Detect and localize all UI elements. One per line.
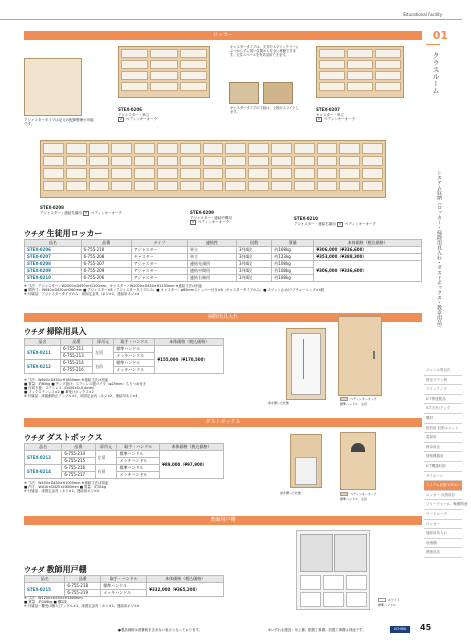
locker-cell: [225, 156, 246, 167]
label-type: アジャスター・連結右端用: [294, 221, 336, 226]
locker-cell: [89, 168, 110, 179]
locker-image-caster: [316, 46, 404, 98]
locker-cell: [347, 82, 373, 91]
locker-cell: [180, 60, 207, 69]
label-code: STEX-0206: [118, 107, 142, 112]
locker-cell: [180, 181, 201, 192]
locker-cell: [248, 168, 269, 179]
locker-cell: [157, 168, 178, 179]
brand-logo: ウチダ: [24, 230, 45, 238]
col-header: 品番: [81, 240, 131, 247]
locker-cell: [111, 156, 132, 167]
locker-base-closeup: [24, 58, 82, 116]
locker-cell: [134, 143, 155, 154]
label-color: ペディンキーオーク: [344, 221, 376, 226]
table-row: 6-755-213 メッキハンドル: [25, 353, 224, 360]
col-header: 質量: [272, 240, 314, 247]
side-nav-item[interactable]: ラインアップ: [424, 385, 462, 395]
caption-handle: 標準ハンドル: [378, 603, 397, 607]
caption-color: ペディンキーオーク: [340, 397, 377, 402]
locker-cell: [319, 60, 345, 69]
locker-cell: [66, 168, 87, 179]
color-tag: 2: [192, 219, 194, 224]
label-type: アジャスター・連結先頭用: [40, 210, 82, 215]
teacher-cabinet-image: [296, 530, 370, 610]
label-stex-0206: [118, 108, 157, 122]
locker-cell: [203, 168, 224, 179]
table-row: 6-755-216 メッキハンドル: [25, 367, 224, 374]
side-nav-item[interactable]: ICT関連製品: [424, 395, 462, 405]
chapter-rule: [426, 44, 440, 45]
locker-cell: [111, 143, 132, 154]
caption-color: ペディンキーオーク: [340, 492, 377, 497]
cleaning-cabinet-open-image: [286, 328, 326, 400]
locker-cell: [121, 49, 148, 58]
category-label: Educational Facility: [403, 12, 442, 17]
label-type: アジャスター・単立: [118, 112, 150, 117]
locker-cell: [203, 143, 224, 154]
locker-cell: [150, 49, 177, 58]
dustbox-closed-image: [340, 432, 376, 490]
teacher-spec-table: 品名 品番 取手・ハンドル 本体価格（税込価格） STEX-0215 6-755-218 標準ハンドル ¥332,000（¥365,200） 6-755-219 メッキハンドル: [24, 575, 224, 597]
label-code: STEX-0207: [316, 107, 340, 112]
locker-cell: [157, 156, 178, 167]
caption-open: 扉を開いた状態: [268, 401, 290, 405]
locker-cell: [347, 60, 373, 69]
brand-logo: ウチダ: [24, 566, 45, 574]
product-title: 生徒用ロッカー: [46, 229, 103, 238]
label-stex-0208: [40, 206, 122, 216]
note-caster: キャスタータイプは、天井やスプリンクラーにぶつからずに低い位置から安全に移動できます。天井スペースを有効活用できます。: [230, 45, 299, 57]
caption-open: 扉を開いた状態: [280, 491, 302, 495]
side-nav-item[interactable]: ICT機器収納: [424, 462, 462, 472]
locker-cell: [248, 156, 269, 167]
locker-cell: [43, 168, 64, 179]
col-header: 本体価格（税込価格）: [314, 240, 422, 247]
table-row: STEX-0209 6-755-209 アジャスター 連結中間用 3列4段 約108kg: [25, 268, 422, 275]
locker-cell: [111, 181, 132, 192]
locker-cell: [43, 181, 64, 192]
product-title-cleaning: [24, 326, 87, 337]
locker-cell: [150, 60, 177, 69]
locker-cell: [225, 168, 246, 179]
product-title: 教師用戸棚: [46, 565, 87, 574]
side-nav-item[interactable]: サイネージ: [424, 472, 462, 482]
section-header-teacher: 教師用戸棚: [24, 516, 422, 525]
product-title: ダストボックス: [46, 433, 103, 442]
label-type: アジャスター・連結中間用: [190, 215, 232, 220]
side-title: システム収納（ロッカー・掃除用具入れ・ダストボックス・教卓用品）: [436, 170, 442, 330]
locker-cell: [150, 82, 177, 91]
table-row: STEX-0208 6-755-207 アジャスター 連結先頭用 3列4段 約108kg ¥306,000（¥336,600）: [25, 261, 422, 268]
side-nav-item[interactable]: 収納棚: [424, 539, 462, 549]
locker-cell: [294, 156, 315, 167]
dustbox-open-image: [290, 434, 322, 488]
product-title-teacher: [24, 564, 87, 575]
product-title: 掃除用具入: [46, 327, 87, 336]
caption-color: ホワイト: [378, 598, 400, 603]
label-color: ペディンキーオーク: [125, 116, 158, 121]
locker-cell: [134, 181, 155, 192]
label-stex-0210: [294, 217, 376, 227]
locker-cell: [362, 156, 383, 167]
chapter-number: 01: [432, 29, 448, 42]
locker-cell: [339, 181, 360, 192]
product-title-dustbox: [24, 432, 103, 443]
side-nav-item[interactable]: 配信用 収納ユニット: [424, 424, 462, 434]
section-header-locker: ロッカー: [24, 31, 422, 40]
table-row: 6-755-219 メッキハンドル: [25, 590, 224, 597]
locker-cell: [248, 143, 269, 154]
locker-cell: [121, 60, 148, 69]
locker-cell: [203, 181, 224, 192]
locker-cell: [362, 143, 383, 154]
locker-cell: [375, 60, 401, 69]
label-stex-0207: [316, 108, 355, 122]
locker-cell: [89, 156, 110, 167]
col-header: 連結性: [188, 240, 237, 247]
note-adjuster: アジャスタータイプは足元の配線整理が可能です。: [24, 118, 94, 127]
caster-closeup-1: [229, 82, 259, 104]
color-tag: 2: [120, 116, 122, 121]
dustbox-spec-table: 品名 品番 扉吊元 取手・ハンドル 本体価格（税込価格） STEX-0213 6-755-214 左吊 標準ハンドル ¥89,000（¥97,900） 6-755-215 メッキハンドル STEX-0214 6-755-216 右吊 標準ハンドル 6-755-217 メッキハンドル: [24, 443, 224, 479]
locker-notes: ※ 寸法：アジャスター／W2000×D450×H1200mm、キャスター／W2000×D450×H1230mm ※連結寸法は別途 ■ 間内寸：W640×D420×H260mm ■ アジャスター×8（アジャスタータイプのみ）■ キャスター：φ60mmストッパー付き×6（キャスタータイプのみ）■ スツット止め/ラフチューニング×4段 ※ 付属品：アジャスタータイプのみ：床固定金具（ネジ×2、連結用ネジ×4: [24, 284, 325, 297]
locker-cell: [317, 181, 338, 192]
col-header: タイプ: [131, 240, 187, 247]
note-caster-slide: キャスタータイプの下段は、上段がスライドします。: [230, 106, 299, 114]
locker-cell: [134, 168, 155, 179]
locker-cell: [317, 143, 338, 154]
locker-cell: [271, 181, 292, 192]
table-row: 6-755-215 メッキハンドル: [25, 458, 224, 465]
locker-cell: [43, 156, 64, 167]
locker-cell: [203, 156, 224, 167]
locker-cell: [157, 143, 178, 154]
label-color: ペディンキーオーク: [90, 210, 122, 215]
side-nav-item[interactable]: 教室プラン例: [424, 376, 462, 386]
locker-cell: [294, 181, 315, 192]
locker-cell: [150, 71, 177, 80]
brand-logo: ウチダ: [24, 434, 45, 442]
page-number: 45: [420, 623, 432, 632]
footer-note-shipping: ※いずれも運送・吊上費、据置工事費、設置工事費は別途です。: [268, 628, 366, 632]
locker-cell: [180, 143, 201, 154]
locker-cell: [362, 168, 383, 179]
side-nav-item[interactable]: 情報機器用: [424, 452, 462, 462]
table-row: STEX-0215 6-755-218 標準ハンドル ¥332,000（¥365,200）: [25, 583, 224, 590]
locker-cell: [319, 49, 345, 58]
locker-image-adjuster: [118, 46, 210, 98]
side-nav-item[interactable]: 掃除用具入れ: [424, 529, 462, 539]
color-tag: 3: [338, 221, 341, 226]
side-nav-item[interactable]: ICT天吊/ラック: [424, 404, 462, 414]
brand-logo: ウチダ: [24, 328, 45, 336]
locker-cell: [248, 181, 269, 192]
side-nav-item[interactable]: ワードロープ: [424, 510, 462, 520]
locker-cell: [271, 143, 292, 154]
table-row: STEX-0213 6-755-214 左吊 標準ハンドル ¥89,000（¥97,900）: [25, 451, 224, 458]
dustbox-notes: ※ 寸法：W450×D450×H1000mm ※連結寸法は別途 ■ 内寸：W410×D425×H800mm ■ 質量：約31kg ※ 付属品：床固定金具（ネジ×2、連結用ネジ×4: [24, 481, 109, 494]
locker-cell: [89, 181, 110, 192]
teacher-notes: ※ 寸法：W1200×D550×H1800mm ■ 質量：約106kg ■ 棚2段 ※ 付属品：棚受(3個入)アングル×1、床固定金具（ネジ×2、連結用ネジ×4: [24, 596, 139, 609]
label-stex-0209: [190, 211, 232, 225]
side-nav-item[interactable]: ロッカー 収納用品: [424, 491, 462, 501]
table-row: STEX-0206 6-755-210 アジャスター 単立 3列4段 約108kg ¥306,000（¥336,600）: [25, 247, 422, 254]
col-header: 品名: [25, 240, 82, 247]
side-nav-item[interactable]: システム収納 STEXシリーズ: [424, 481, 462, 491]
locker-cell: [134, 156, 155, 167]
section-header-cleaning: 掃除用具入れ: [24, 313, 422, 322]
side-nav-item[interactable]: 機材: [424, 414, 462, 424]
table-row: STEX-0214 6-755-216 右吊 標準ハンドル: [25, 465, 224, 472]
header-rule: [0, 19, 462, 20]
label-color: ペディンキーオーク: [197, 219, 230, 224]
locker-image-connected: [40, 140, 386, 198]
caption-handle: 標準ハンドル 左吊: [340, 497, 368, 501]
side-nav-item[interactable]: 電源用: [424, 433, 462, 443]
chapter-title: クラスルーム: [432, 52, 440, 94]
cleaning-spec-table: 品名 品番 扉吊元 取手・ハンドル 本体価格（税込価格） STEX-0211 6-755-211 左吊 標準ハンドル ¥155,000（¥170,500） 6-755-213 メッキハンドル STEX-0212 6-755-214 右吊 標準ハンドル 6-755-216 メッキハンドル: [24, 338, 224, 374]
locker-cell: [375, 82, 401, 91]
locker-cell: [180, 49, 207, 58]
locker-cell: [319, 82, 345, 91]
locker-cell: [225, 143, 246, 154]
locker-cell: [43, 143, 64, 154]
locker-cell: [339, 156, 360, 167]
locker-cell: [180, 71, 207, 80]
product-title-locker: [24, 228, 103, 239]
locker-cell: [375, 49, 401, 58]
cleaning-cabinet-closed-image: [338, 316, 382, 396]
locker-cell: [339, 168, 360, 179]
side-nav: [424, 366, 471, 558]
caster-closeup-2: [263, 82, 293, 104]
locker-cell: [347, 49, 373, 58]
side-nav-item[interactable]: ロッカー: [424, 520, 462, 530]
locker-cell: [271, 168, 292, 179]
locker-cell: [66, 181, 87, 192]
col-header: 段数: [236, 240, 271, 247]
section-header-dustbox: ダストボックス: [24, 418, 422, 427]
locker-cell: [121, 71, 148, 80]
locker-cell: [317, 168, 338, 179]
label-code: STEX-0210: [294, 216, 318, 221]
footer-note-tax: ●製品価格は消費税を含まない表示となっております。: [118, 628, 203, 632]
locker-cell: [180, 168, 201, 179]
cleaning-notes: ※ 寸法：W600×D450×H1800mm ※連結寸法は別途 ■ 質量：約60kg ■ モップ掛け：ステンレス製パイプ（φ25mm）ちりつめ付き ■ 仕切り板：ステンレス（D430×D-0.4mm） ■ フックステンレス×2 ■ 傘受けボックス×2 ※ 付属品：床振動防止アングル×1、床固定金具（ネジ×2、連結用ネジ×4: [24, 378, 147, 399]
locker-cell: [121, 82, 148, 91]
locker-cell: [157, 181, 178, 192]
label-color: ペディンキーオーク: [323, 116, 356, 121]
label-code: STEX-0208: [40, 205, 64, 210]
color-tag: 2: [318, 116, 320, 121]
locker-spec-table: [24, 239, 422, 282]
locker-cell: [375, 71, 401, 80]
table-row: STEX-0212 6-755-214 右吊 標準ハンドル: [25, 360, 224, 367]
locker-cell: [225, 181, 246, 192]
locker-cell: [294, 168, 315, 179]
side-nav-item[interactable]: フリーウォール、軸棚関連: [424, 500, 462, 510]
locker-cell: [362, 181, 383, 192]
locker-cell: [111, 168, 132, 179]
locker-cell: [294, 143, 315, 154]
table-row: STEX-0210 6-755-206 アジャスター 連結右端用 3列4段 約108kg: [25, 275, 422, 282]
table-row: 6-755-217 メッキハンドル: [25, 472, 224, 479]
side-nav-item[interactable]: ジャンル別目次: [424, 366, 462, 376]
side-nav-item[interactable]: 教卓用品: [424, 443, 462, 453]
locker-cell: [89, 143, 110, 154]
label-code: STEX-0209: [190, 210, 214, 215]
side-nav-item[interactable]: 関連用品: [424, 548, 462, 558]
locker-cell: [180, 156, 201, 167]
caption-handle: 標準ハンドル 左吊: [340, 402, 368, 406]
locker-cell: [339, 143, 360, 154]
locker-cell: [347, 71, 373, 80]
locker-cell: [66, 143, 87, 154]
label-type: キャスター・単立: [316, 112, 344, 117]
locker-cell: [319, 71, 345, 80]
table-row: STEX-0211 6-755-211 左吊 標準ハンドル ¥155,000（¥170,500）: [25, 346, 224, 353]
table-row: STEX-0207 6-755-208 キャスター 単立 3列4段 約123kg ¥353,000（¥388,300）: [25, 254, 422, 261]
locker-cell: [271, 156, 292, 167]
uchida-logo: UCHIDA: [390, 626, 410, 633]
locker-cell: [317, 156, 338, 167]
color-tag: 3: [84, 210, 87, 215]
locker-cell: [66, 156, 87, 167]
locker-cell: [180, 82, 207, 91]
